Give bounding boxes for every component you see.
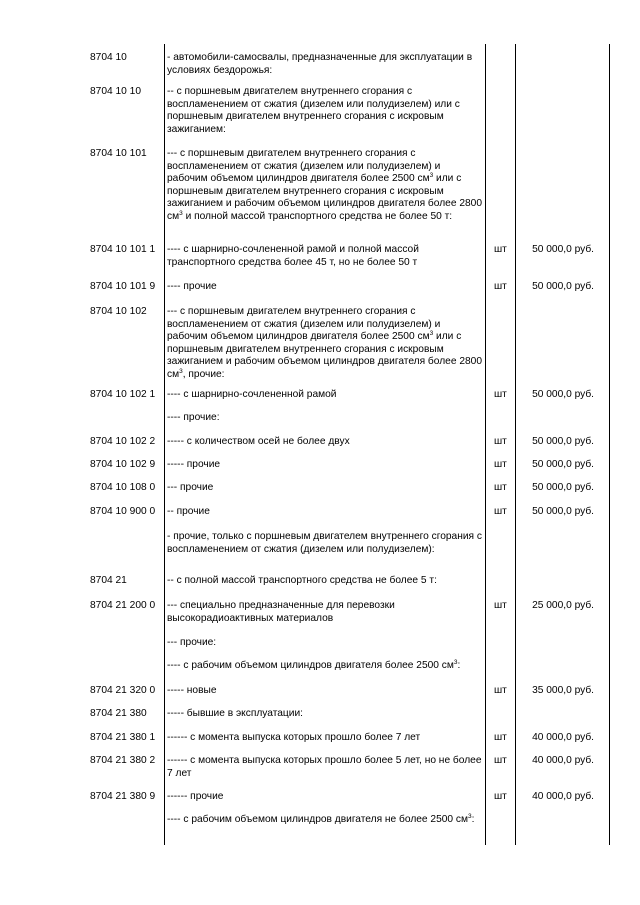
unit-of-measure: шт bbox=[494, 685, 507, 696]
duty-rate: 50 000,0 руб. bbox=[532, 436, 594, 447]
item-description: --- прочие bbox=[167, 482, 214, 493]
unit-of-measure: шт bbox=[494, 281, 507, 292]
tariff-code: 8704 21 320 0 bbox=[90, 685, 156, 696]
item-description: ---- с шарнирно-сочлененной рамой bbox=[167, 389, 337, 400]
tariff-code: 8704 21 380 2 bbox=[90, 755, 156, 766]
tariff-code: 8704 21 380 bbox=[90, 708, 147, 719]
item-description: -- с полной массой транспортного средства не более 5 т: bbox=[167, 575, 437, 586]
unit-of-measure: шт bbox=[494, 436, 507, 447]
item-description: ----- бывшие в эксплуатации: bbox=[167, 708, 303, 719]
item-description: ------ прочие bbox=[167, 791, 224, 802]
tariff-code: 8704 10 102 bbox=[90, 306, 147, 317]
item-description: -- прочие bbox=[167, 506, 210, 517]
duty-rate: 50 000,0 руб. bbox=[532, 389, 594, 400]
duty-rate: 25 000,0 руб. bbox=[532, 600, 594, 611]
item-description: --- прочие: bbox=[167, 637, 217, 648]
tariff-code: 8704 10 108 0 bbox=[90, 482, 156, 493]
duty-rate: 50 000,0 руб. bbox=[532, 506, 594, 517]
tariff-code: 8704 10 101 bbox=[90, 148, 147, 159]
tariff-code: 8704 10 900 0 bbox=[90, 506, 156, 517]
item-description: - прочие, только с поршневым двигателем внутреннего сгорания с воспламенением от сжатия (дизелем или полудизелем): bbox=[167, 531, 482, 555]
tariff-code: 8704 10 102 2 bbox=[90, 436, 156, 447]
item-description: --- с поршневым двигателем внутреннего сгорания с воспламенением от сжатия (дизелем или полудизелем) и рабочим объемом цилиндров двигателя более 2500 $см^3$ или с поршневым двигателем внутреннего сгорания с искровым зажиганием и рабочим объемом цилиндров двигателя более 2800 $см^3$ и полной массой транспортного средства не более 50 т: bbox=[167, 148, 482, 222]
item-description: - автомобили-самосвалы, предназначенные для эксплуатации в условиях бездорожья: bbox=[167, 52, 473, 76]
tariff-code: 8704 21 200 0 bbox=[90, 600, 156, 611]
item-description: ----- новые bbox=[167, 685, 217, 696]
item-description: ------ с момента выпуска которых прошло более 7 лет bbox=[167, 732, 421, 743]
item-description: --- специально предназначенные для перевозки высокорадиоактивных материалов bbox=[167, 600, 395, 624]
item-description: ---- с шарнирно-сочлененной рамой и полной массой транспортного средства более 45 т, но не более 50 т bbox=[167, 244, 419, 268]
duty-rate: 50 000,0 руб. bbox=[532, 244, 594, 255]
tariff-code: 8704 21 bbox=[90, 575, 127, 586]
column-divider bbox=[609, 44, 610, 845]
tariff-table bbox=[87, 44, 610, 845]
column-divider bbox=[515, 44, 516, 845]
tariff-code: 8704 21 380 1 bbox=[90, 732, 156, 743]
column-divider bbox=[164, 44, 165, 845]
item-description: ---- с рабочим объемом цилиндров двигателя не более 2500 $см^3$: bbox=[167, 813, 475, 825]
unit-of-measure: шт bbox=[494, 732, 507, 743]
column-divider bbox=[485, 44, 486, 845]
duty-rate: 50 000,0 руб. bbox=[532, 281, 594, 292]
item-description: --- с поршневым двигателем внутреннего сгорания с воспламенением от сжатия (дизелем или полудизелем) и рабочим объемом цилиндров двигателя более 2500 $см^3$ или с поршневым двигателем внутреннего сгорания с искровым зажиганием и рабочим объемом цилиндров двигателя более 2800 $см^3$, прочие: bbox=[167, 306, 482, 380]
tariff-code: 8704 10 10 bbox=[90, 86, 141, 97]
duty-rate: 50 000,0 руб. bbox=[532, 459, 594, 470]
tariff-code: 8704 10 101 9 bbox=[90, 281, 156, 292]
item-description: ------ с момента выпуска которых прошло более 5 лет, но не более 7 лет bbox=[167, 755, 482, 779]
item-description: ----- прочие bbox=[167, 459, 221, 470]
unit-of-measure: шт bbox=[494, 482, 507, 493]
unit-of-measure: шт bbox=[494, 244, 507, 255]
tariff-code: 8704 10 102 9 bbox=[90, 459, 156, 470]
tariff-code: 8704 10 102 1 bbox=[90, 389, 156, 400]
item-description: ----- с количеством осей не более двух bbox=[167, 436, 350, 447]
tariff-code: 8704 10 bbox=[90, 52, 127, 63]
unit-of-measure: шт bbox=[494, 791, 507, 802]
duty-rate: 40 000,0 руб. bbox=[532, 791, 594, 802]
unit-of-measure: шт bbox=[494, 389, 507, 400]
unit-of-measure: шт bbox=[494, 755, 507, 766]
item-description: ---- прочие: bbox=[167, 412, 220, 423]
duty-rate: 35 000,0 руб. bbox=[532, 685, 594, 696]
duty-rate: 40 000,0 руб. bbox=[532, 732, 594, 743]
unit-of-measure: шт bbox=[494, 459, 507, 470]
unit-of-measure: шт bbox=[494, 600, 507, 611]
duty-rate: 40 000,0 руб. bbox=[532, 755, 594, 766]
unit-of-measure: шт bbox=[494, 506, 507, 517]
tariff-code: 8704 10 101 1 bbox=[90, 244, 156, 255]
item-description: ---- прочие bbox=[167, 281, 217, 292]
duty-rate: 50 000,0 руб. bbox=[532, 482, 594, 493]
tariff-code: 8704 21 380 9 bbox=[90, 791, 156, 802]
item-description: -- с поршневым двигателем внутреннего сгорания с воспламенением от сжатия (дизелем или полудизелем) или с поршневым двигателем внутреннего сгорания с искровым зажиганием: bbox=[167, 86, 460, 135]
item-description: ---- с рабочим объемом цилиндров двигателя более 2500 $см^3$: bbox=[167, 659, 461, 671]
